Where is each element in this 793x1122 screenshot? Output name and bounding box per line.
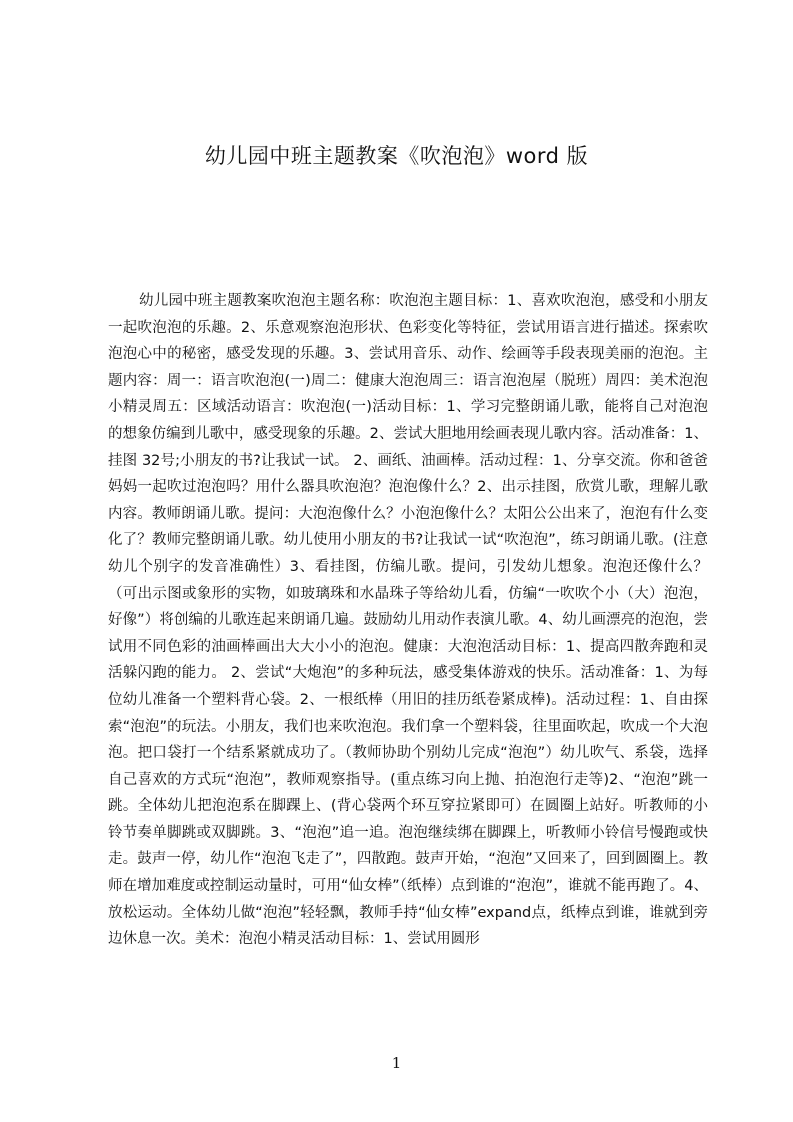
body-paragraph: 幼儿园中班主题教案吹泡泡主题名称：吹泡泡主题目标：1、喜欢吹泡泡，感受和小朋友一起吹泡泡的乐趣。2、乐意观察泡泡形状、色彩变化等特征，尝试用语言进行描述。探索吹泡泡心中的秘密，感受发现的乐趣。3、尝试用音乐、动作、绘画等手段表现美丽的泡泡。主题内容：周一：语言吹泡泡(一)周二：健康大泡泡周三：语言泡泡屋（脱班）周四：美术泡泡小精灵周五：区域活动语言：吹泡泡(一)活动目标：1、学习完整朗诵儿歌，能将自己对泡泡的想象仿编到儿歌中，感受现象的乐趣。2、尝试大胆地用绘画表现儿歌内容。活动准备：1、挂图 32号;小朋友的书?让我试一试。 2、画纸、油画棒。活动过程：1、分享交流。你和爸爸妈妈一起吹过泡泡吗？用什么器具吹泡泡？泡泡像什么？2、出示挂图，欣赏儿歌，理解儿歌内容。教师朗诵儿歌。提问：大泡泡像什么？小泡泡像什么？太阳公公出来了，泡泡有什么变化了？教师完整朗诵儿歌。幼儿使用小朋友的书?让我试一试“吹泡泡”，练习朗诵儿歌。(注意幼儿个别字的发音准确性）3、看挂图，仿编儿歌。提问，引发幼儿想象。泡泡还像什么？（可出示图或象形的实物，如玻璃珠和水晶珠子等给幼儿看，仿编“一吹吹个小（大）泡泡，好像”）将创编的儿歌连起来朗诵几遍。鼓励幼儿用动作表演儿歌。4、幼儿画漂亮的泡泡，尝试用不同色彩的油画棒画出大大小小的泡泡。健康：大泡泡活动目标：1、提高四散奔跑和灵活躲闪跑的能力。 2、尝试“大炮泡”的多种玩法，感受集体游戏的快乐。活动准备：1、为每位幼儿准备一个塑料背心袋。2、一根纸棒（用旧的挂历纸卷紧成棒)。活动过程：1、自由探索“泡泡”的玩法。小朋友，我们也来吹泡泡。我们拿一个塑料袋，往里面吹起，吹成一个大泡泡。把口袋打一个结系紧就成功了。（教师协助个别幼儿完成“泡泡”）幼儿吹气、系袋，选择自己喜欢的方式玩“泡泡”，教师观察指导。(重点练习向上抛、拍泡泡行走等)2、“泡泡”跳一跳。全体幼儿把泡泡系在脚踝上、(背心袋两个环互穿拉紧即可）在圆圈上站好。听教师的小铃节奏单脚跳或双脚跳。3、“泡泡”追一追。泡泡继续绑在脚踝上，听教师小铃信号慢跑或快走。鼓声一停，幼儿作“泡泡飞走了”，四散跑。鼓声开始，“泡泡”又回来了，回到圆圈上。教师在增加难度或控制运动量时，可用“仙女棒”（纸棒）点到谁的“泡泡”，谁就不能再跑了。4、放松运动。全体幼儿做“泡泡”轻轻飘，教师手持“仙女棒”expand点，纸棒点到谁，谁就到旁边休息一次。美术：泡泡小精灵活动目标：1、尝试用圆形 (108, 293, 708, 948)
document-body (108, 288, 708, 1018)
document-title: 幼儿园中班主题教案《吹泡泡》word 版 (204, 144, 589, 168)
page-number: 1 (391, 1054, 402, 1072)
